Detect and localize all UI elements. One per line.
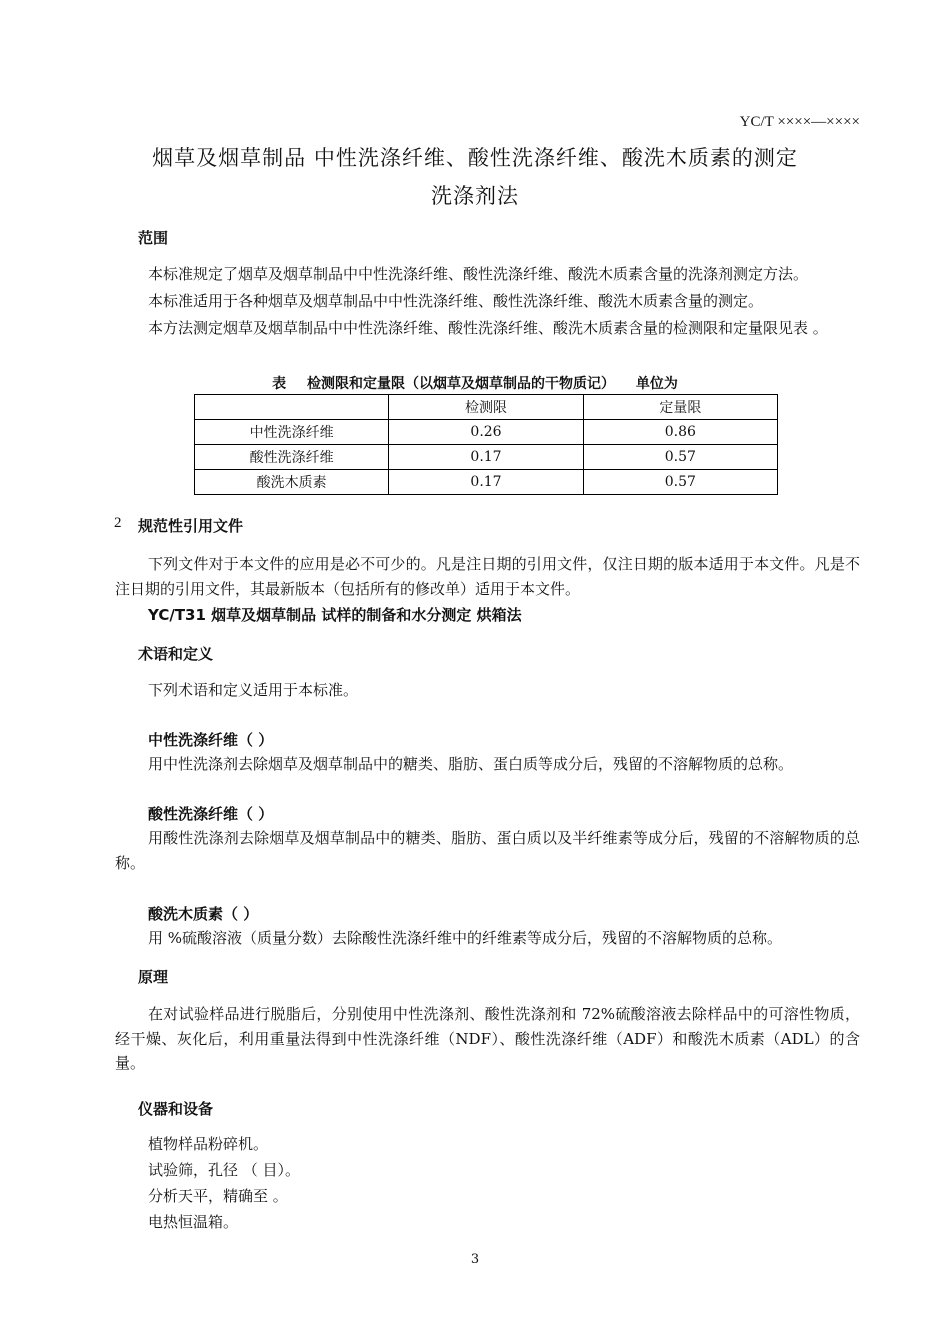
section-number: 2 [114, 515, 122, 531]
table-header-row [195, 395, 778, 420]
term-definition-ndf: 用中性洗涤剂去除烟草及烟草制品中的糖类、脂肪、蛋白质等成分后，残留的不溶解物质的总称。 [148, 755, 794, 773]
document-title: 烟草及烟草制品 中性洗涤纤维、酸性洗涤纤维、酸洗木质素的测定 [152, 146, 798, 170]
table-row [195, 470, 778, 495]
references-paragraph: 下列文件对于本文件的应用是必不可少的。凡是注日期的引用文件，仅注日期的版本适用于本文件。凡是不注日期的引用文件，其最新版本（包括所有的修改单）适用于本文件。 [115, 555, 860, 598]
document-subtitle: 洗涤剂法 [431, 184, 519, 208]
table-caption [0, 373, 950, 393]
table-unit: 单位为 [635, 376, 678, 392]
scope-paragraph-3: 本方法测定烟草及烟草制品中中性洗涤纤维、酸性洗涤纤维、酸洗木质素含量的检测限和定量限见表 。 [148, 319, 828, 337]
section-heading-text: 规范性引用文件 [138, 517, 244, 535]
detection-limit-table [194, 394, 778, 495]
terms-intro: 下列术语和定义适用于本标准。 [148, 681, 359, 699]
table-row [195, 420, 778, 445]
table-cell: 0.17 [389, 470, 583, 495]
equipment-item: 分析天平，精确至 。 [148, 1187, 288, 1205]
standard-code: YC/T ××××—×××× [739, 114, 860, 130]
table-header-cell [195, 395, 389, 420]
term-title-adl: 酸洗木质素（ ） [148, 905, 259, 923]
term-title-adf: 酸性洗涤纤维（ ） [148, 805, 274, 823]
reference-item: YC/T31 烟草及烟草制品 试样的制备和水分测定 烘箱法 [148, 606, 522, 624]
section-heading-equipment: 仪器和设备 [138, 1100, 214, 1118]
table-cell: 酸洗木质素 [195, 470, 389, 495]
term-definition-adf: 用酸性洗涤剂去除烟草及烟草制品中的糖类、脂肪、蛋白质以及半纤维素等成分后，残留的不溶解物质的总称。 [115, 829, 860, 872]
table-cell: 中性洗涤纤维 [195, 420, 389, 445]
table-cell: 0.86 [583, 420, 777, 445]
table-header-cell: 定量限 [583, 395, 777, 420]
equipment-item: 电热恒温箱。 [148, 1213, 239, 1231]
table-cell: 0.57 [583, 445, 777, 470]
term-title-ndf: 中性洗涤纤维（ ） [148, 731, 274, 749]
table-caption-text: 检测限和定量限（以烟草及烟草制品的干物质记） [307, 376, 615, 392]
equipment-item: 试验筛，孔径 （ 目）。 [148, 1161, 301, 1179]
table-row [195, 445, 778, 470]
table-cell: 酸性洗涤纤维 [195, 445, 389, 470]
scope-paragraph-1: 本标准规定了烟草及烟草制品中中性洗涤纤维、酸性洗涤纤维、酸洗木质素含量的洗涤剂测定方法。 [148, 265, 809, 283]
equipment-item: 植物样品粉碎机。 [148, 1135, 269, 1153]
section-heading-terms: 术语和定义 [138, 645, 214, 663]
page-number: 3 [470, 1252, 480, 1267]
table-cell: 0.26 [389, 420, 583, 445]
scope-paragraph-2: 本标准适用于各种烟草及烟草制品中中性洗涤纤维、酸性洗涤纤维、酸洗木质素含量的测定。 [148, 292, 764, 310]
table-cell: 0.17 [389, 445, 583, 470]
section-heading-scope: 范围 [138, 229, 169, 247]
table-caption-prefix: 表 [272, 376, 287, 392]
table-header-cell: 检测限 [389, 395, 583, 420]
section-heading-references [114, 515, 244, 536]
term-definition-adl: 用 %硫酸溶液（质量分数）去除酸性洗涤纤维中的纤维素等成分后，残留的不溶解物质的总称。 [148, 929, 783, 947]
principle-paragraph: 在对试验样品进行脱脂后，分别使用中性洗涤剂、酸性洗涤剂和 72%硫酸溶液去除样品中的可溶性物质，经干燥、灰化后，利用重量法得到中性洗涤纤维（NDF）、酸性洗涤纤维（ADF）和酸洗木质素（ADL）的含量。 [115, 1005, 860, 1072]
table-cell: 0.57 [583, 470, 777, 495]
section-heading-principle: 原理 [138, 968, 169, 986]
